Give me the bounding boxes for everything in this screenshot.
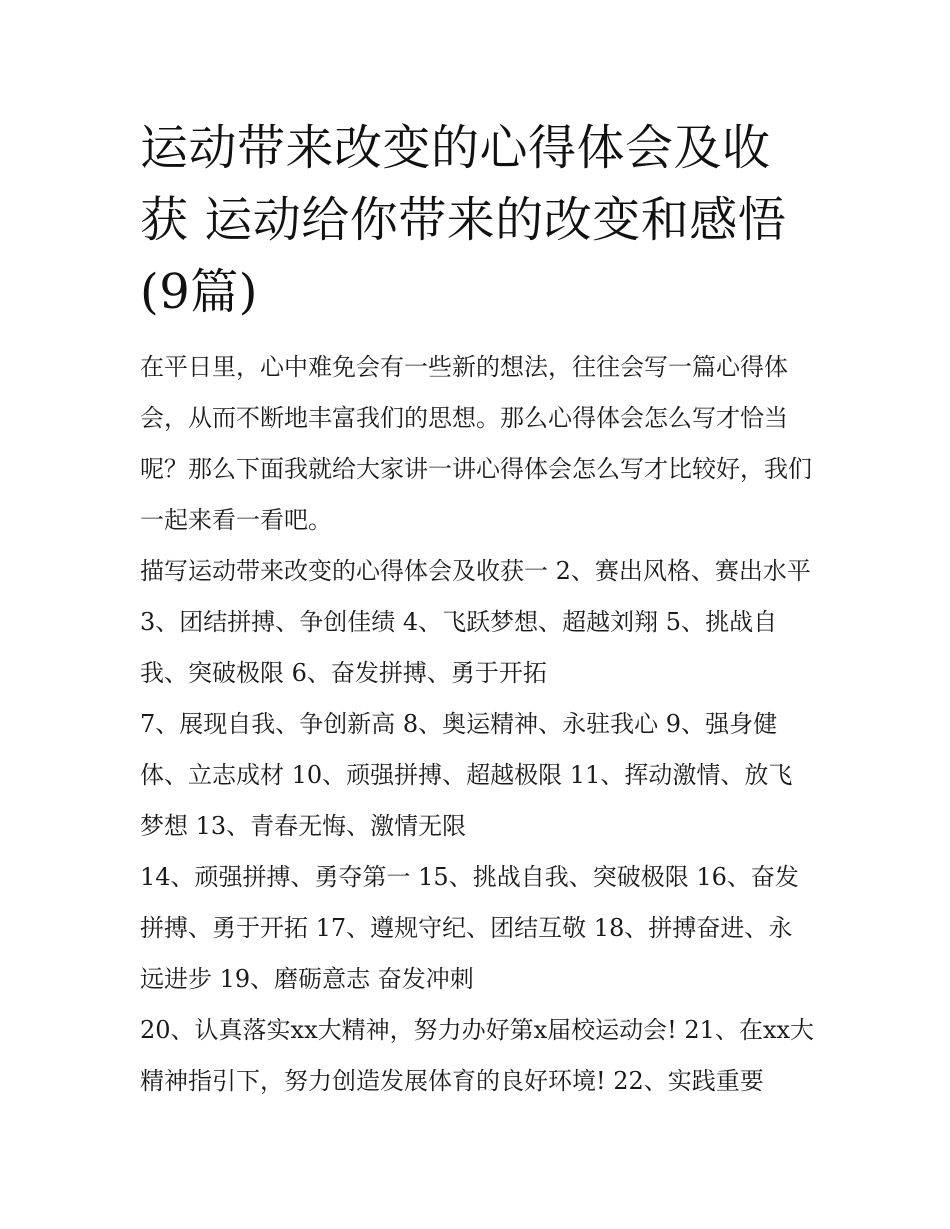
- slogan-paragraph: 描写运动带来改变的心得体会及收获一 2、赛出风格、赛出水平 3、团结拼搏、争创佳绩 4、飞跃梦想、超越刘翔 5、挑战自我、突破极限 6、奋发拼搏、勇于开拓: [140, 557, 811, 687]
- document-title: 运动带来改变的心得体会及收获 运动给你带来的改变和感悟(9篇): [140, 120, 787, 320]
- slogan-paragraph: 20、认真落实xx大精神，努力办好第x届校运动会! 21、在xx大精神指引下，努力创造发展体育的良好环境! 22、实践重要: [140, 1016, 815, 1095]
- slogan-paragraph: 7、展现自我、争创新高 8、奥运精神、永驻我心 9、强身健体、立志成材 10、顽强拼搏、超越极限 11、挥动激情、放飞梦想 13、青春无悔、激情无限: [140, 710, 793, 840]
- intro-paragraph: 在平日里，心中难免会有一些新的想法，往往会写一篇心得体会，从而不断地丰富我们的思想。那么心得体会怎么写才恰当呢？那么下面我就给大家讲一讲心得体会怎么写才比较好，我们一起来看一看吧。: [140, 353, 812, 534]
- document-body: [140, 112, 816, 1107]
- slogan-paragraph: 14、顽强拼搏、勇夺第一 15、挑战自我、突破极限 16、奋发拼搏、勇于开拓 17、遵规守纪、团结互敬 18、拼搏奋进、永远进步 19、磨砺意志 奋发冲刺: [140, 863, 799, 993]
